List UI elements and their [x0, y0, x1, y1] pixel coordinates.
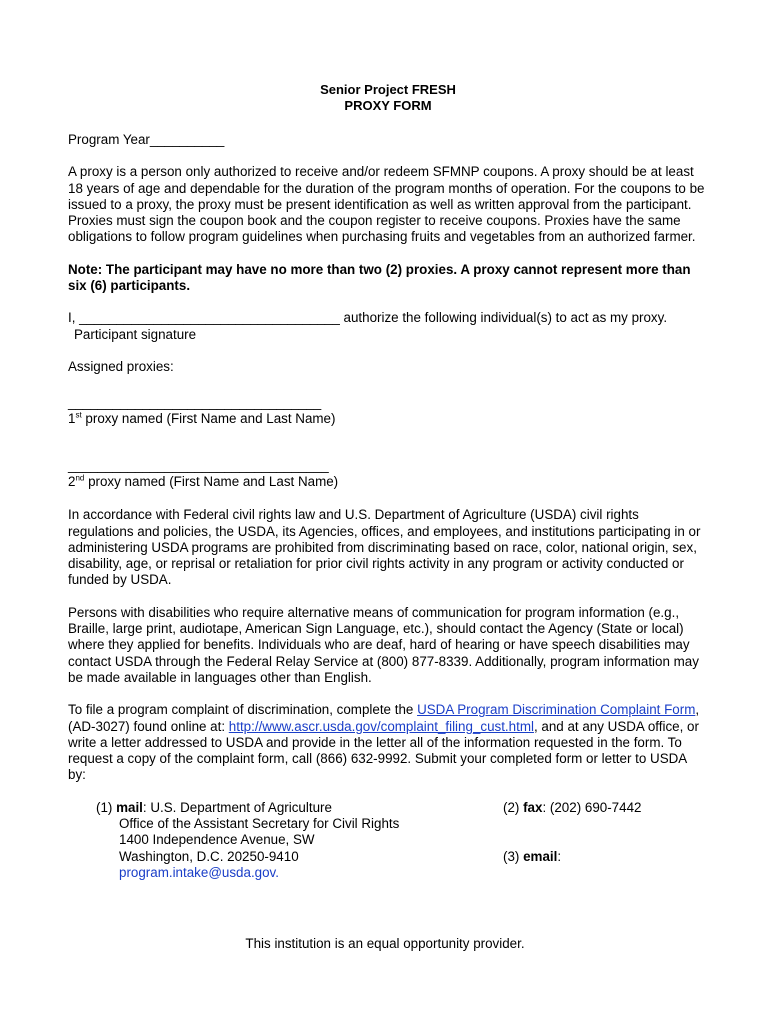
- proxy1-line: __________________________________: [68, 395, 322, 411]
- complaint-prefix: To file a program complaint of discrimination, complete the: [68, 702, 418, 718]
- program-year-field: Program Year__________: [68, 132, 225, 147]
- equal-opportunity-footer: This institution is an equal opportunity provider.: [245, 936, 525, 951]
- proxy2-ordinal: 2: [68, 474, 76, 490]
- fax-contact: [503, 800, 641, 816]
- fax-value: : (202) 690-7442: [542, 799, 642, 815]
- email-label: email: [523, 849, 558, 865]
- email-contact: [503, 849, 641, 865]
- disabilities-paragraph: Persons with disabilities who require alternative means of communication for program information (e.g., Braille, large print, audiotape, American Sign Language, etc.), should contact the Agency (State or local) where they applied for benefits. Individuals who are deaf, hard of hearing or have speech disabilities may contact USDA through the Federal Relay Service at (800) 877-8339. Additionally, program information may be made available in languages other than English.: [68, 604, 699, 685]
- complaint-suffix: , and at any USDA office, or write a letter addressed to USDA and provide in the letter all of the information requested in the form. To request a copy of the complaint form, call (866) 632-9992. Submit your completed form or letter to USDA by:: [68, 718, 699, 783]
- mail-line2: Office of the Assistant Secretary for Civil Rights: [119, 816, 400, 832]
- form-title-line1: Senior Project FRESH: [320, 82, 456, 97]
- fax-number: (2): [503, 799, 524, 815]
- proxy2-label: [68, 474, 708, 490]
- complaint-paragraph: [68, 702, 708, 783]
- note-paragraph: Note: The participant may have no more than two (2) proxies. A proxy cannot represent more than six (6) participants.: [68, 261, 691, 294]
- proxy2-ordinal-suffix: nd: [75, 473, 85, 483]
- mail-email-suffix: .: [275, 864, 279, 880]
- proxy-form-page: [68, 82, 708, 884]
- fax-label: fax: [523, 799, 543, 815]
- intro-paragraph: A proxy is a person only authorized to receive and/or redeem SFMNP coupons. A proxy should be at least 18 years of age and dependable for the duration of the program months of operation. For the coupons to be issued to a proxy, the proxy must be present identification as well as written approval from the participant. Proxies must sign the coupon book and the coupon register to receive coupons. Proxies have the same obligations to follow program guidelines when purchasing fruits and vegetables from an authorized farmer.: [68, 164, 705, 245]
- email-value: :: [557, 849, 562, 865]
- complaint-middle: , (AD-3027) found online at:: [68, 702, 700, 734]
- proxy2-line: ___________________________________: [68, 458, 329, 474]
- mail-contact: [96, 800, 399, 881]
- civil-rights-paragraph: In accordance with Federal civil rights law and U.S. Department of Agriculture (USDA) civil rights regulations and policies, the USDA, its Agencies, offices, and employees, and institutions participating in or administering USDA programs are prohibited from discriminating based on race, color, national origin, sex, disability, age, or reprisal or retaliation for prior civil rights activity in any program or activity conducted or funded by USDA.: [68, 507, 701, 588]
- complaint-url-link[interactable]: http://www.ascr.usda.gov/complaint_filing_cust.html: [228, 718, 534, 734]
- mail-line1: : U.S. Department of Agriculture: [142, 799, 332, 815]
- proxy1-label-text: proxy named (First Name and Last Name): [81, 411, 336, 427]
- complaint-form-link[interactable]: USDA Program Discrimination Complaint Form: [417, 702, 696, 718]
- participant-signature-label: Participant signature: [74, 326, 197, 342]
- proxy1-label: [68, 411, 708, 427]
- proxy1-ordinal: 1: [68, 411, 76, 427]
- authorization-line: I, ___________________________________ authorize the following individual(s) to act as my proxy.: [68, 310, 668, 326]
- fax-email-contact: [503, 800, 641, 866]
- mail-line3: 1400 Independence Avenue, SW: [119, 832, 315, 848]
- mail-email-link[interactable]: program.intake@usda.gov: [119, 864, 276, 880]
- assigned-proxies-heading: Assigned proxies:: [68, 358, 174, 374]
- proxy2-label-text: proxy named (First Name and Last Name): [84, 474, 339, 490]
- email-number: (3): [503, 849, 524, 865]
- contact-methods: [68, 800, 708, 884]
- form-title-line2: PROXY FORM: [344, 98, 432, 113]
- mail-line4: Washington, D.C. 20250-9410: [119, 848, 299, 864]
- proxy1-ordinal-suffix: st: [75, 410, 82, 420]
- mail-number: (1): [96, 799, 117, 815]
- mail-label: mail: [116, 799, 143, 815]
